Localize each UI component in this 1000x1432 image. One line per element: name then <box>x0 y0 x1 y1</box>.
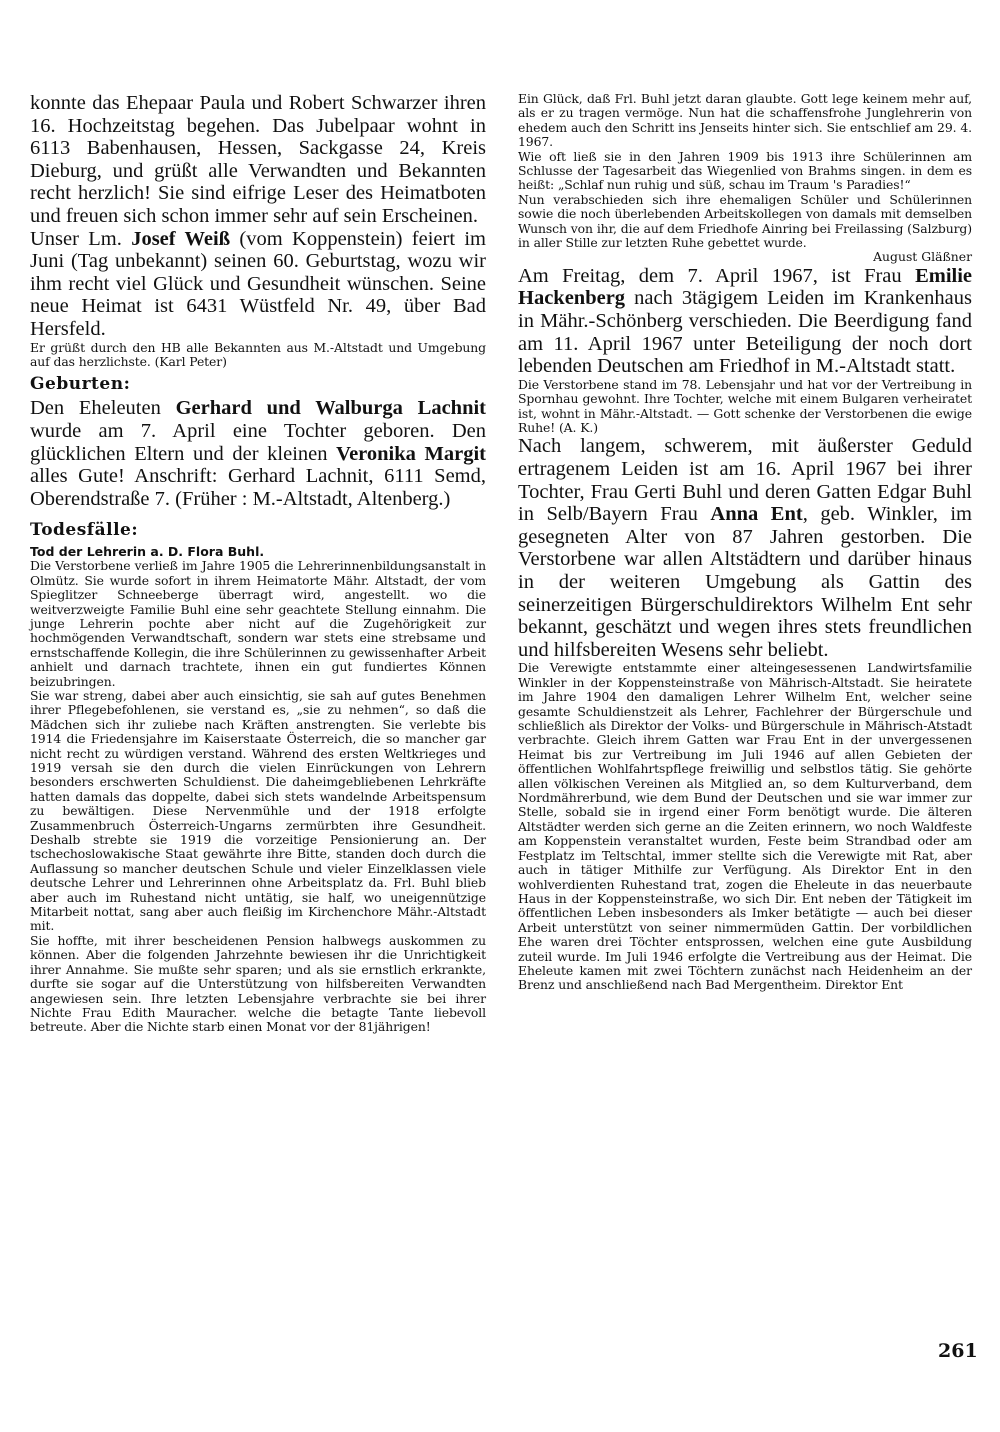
paragraph-buhl-3: Sie hoffte, mit ihrer bescheidenen Pension halbwegs auskommen zu können. Aber die folgenden Jahrzehnte bewiesen ihr die Unrichtigkeit ihrer Annahme. Sie mußte sehr sparen; und als sie ernstlich erkrankte, durfte sie sogar auf die Unterstützung von hilfsbereiten Verwandten angewiesen sein. Ihre letzten Lebensjahre verbrachte sie bei ihrer Nichte Frau Edith Mauracher. welche die betagte Tante liebevoll betreute. Aber die Nichte starb einen Monat vor der 81jährigen! <box>30 932 486 1035</box>
paragraph-buhl-4: Ein Glück, daß Frl. Buhl jetzt daran glaubte. Gott lege keinem mehr auf, als er zu tragen vermöge. Nun hat die schaffensfrohe Junglehrerin von ehedem auch den Schritt ins Jenseits hinter sich. Sie entschlief am 29. 4. 1967. <box>518 91 972 150</box>
page-number: 261 <box>938 1340 978 1362</box>
paragraph-ent <box>518 435 972 661</box>
paragraph-buhl-6: Nun verabschieden sich ihre ehemaligen Schüler und Schülerinnen sowie die noch überlebenden Arbeitskollegen von damals mit demselben Wunsch von ihr, die auf dem Friedhofe Ainring bei Freilassing (Salzburg) in aller Stille zur letzten Ruhe gebettet wurde. <box>518 191 972 251</box>
text: Nach langem, schwerem, mit äußerster Geduld ertragenem Leiden ist am 16. April 1967 bei ihrer Tochter, Frau Gerti Buhl und deren Gatten Edgar Buhl in Selb/Bayern Frau <box>518 435 972 526</box>
paragraph-ent-2: Die Verewigte entstammte einer alteingesessenen Landwirtsfamilie Winkler in der Koppensteinstraße von Mährisch-Altstadt. Sie heiratete im Jahre 1904 den damaligen Lehrer Wilhelm Ent, welcher seine gesamte Schuldienstzeit als Lehrer, Fachlehrer der Bürgerschule und schließlich als Direktor der Volks- und Bürgerschule in Mährisch-Atstadt verbrachte. Gleich ihrem Gatten war Frau Ent in der unvergessenen Heimat bis zur Vertreibung im Juli 1946 auf allen Gebieten der öffentlichen Wohlfahrtspflege freiwillig und selbstlos tätig. Sie gehörte allen völkischen Vereinen als Mitglied an, so dem Kulturverband, dem Nordmährerbund, wie dem Bund der Deutschen und sie war immer zur Stelle, sobald sie in irgend einer Form benötigt wurde. Die älteren Altstädter werden sich gerne an die Zeiten erinnern, wo noch Waldfeste am Koppenstein veranstaltet wurden, Feste beim Strandbad oder am Festplatz im Teltschtal, immer stellte sich die Verewigte mit Rat, aber auch in tätiger Mithilfe zur Verfügung. Als Direktor Ent in den wohlverdienten Ruhestand trat, zogen die Eheleute in das neuerbaute Haus in der Koppensteinstraße, wo sich Dir. Ent neben der Tätigkeit im öffentlichen Leben insbesonders als Imker betätigte — auch bei dieser Arbeit unterstützt von seiner nimmermüden Gattin. Der vorbildlichen Ehe waren drei Töchter entsprossen, welchen eine gute Ausbildung zuteil wurde. Im Juli 1946 erfolgte die Vertreibung aus der Heimat. Die Eheleute kamen mit zwei Töchtern zunächst nach Heidenheim an der Brenz und anschließend nach Bad Mergentheim. Direktor Ent <box>518 660 972 993</box>
paragraph-birthday <box>30 228 486 341</box>
paragraph-buhl-5: Wie oft ließ sie in den Jahren 1909 bis 1913 ihre Schülerinnen am Schlusse der Tagesarbeit das Wiegenlied von Brahms singen. in dem es heißt: „Schlaf nun ruhig und süß, schau im Traum 's Paradies!“ <box>518 148 972 193</box>
name-parents: Gerhard und Walburga Lachnit <box>175 397 486 420</box>
text: (vom Koppenstein) feiert im Juni (Tag unbekannt) seinen 60. Geburtstag, wozu wir ihm recht viel Glück und Gesundheit wünschen. Seine neue Heimat ist 6431 Wüstfeld Nr. 49, über Bad Hersfeld. <box>30 227 486 340</box>
paragraph-anniversary: konnte das Ehepaar Paula und Robert Schwarzer ihren 16. Hochzeitstag begehen. Das Jubelpaar wohnt in 6113 Babenhausen, Hessen, Sackgasse 24, Kreis Dieburg, und grüßt alle Verwandten und Bekannten recht herzlich! Sie sind eifrige Leser des Heimatboten und freuen sich schon immer sehr auf sein Erscheinen. <box>30 92 486 227</box>
text: Unser Lm. <box>30 227 132 250</box>
paragraph-greeting: Er grüßt durch den HB alle Bekannten aus M.-Altstadt und Umgebung auf das herzlichste. (Karl Peter) <box>30 339 486 369</box>
paragraph-buhl-1: Die Verstorbene verließ im Jahre 1905 die Lehrerinnenbildungsanstalt in Olmütz. Sie wurde sofort in ihrem Heimatorte Mähr. Altstadt, der vom Spieglitzer Schneeberge überragt wird, angestellt. wo die weitverzweigte Familie Buhl eine sehr geachtete Stellung einnahm. Die junge Lehrerin pochte aber nicht auf die Zugehörigkeit zur hochmögenden Verwandtschaft, sondern war stets eine strebsame und ernstschaffende Kollegin, die ihre Schülerinnen zu gewissenhafter Arbeit anhielt und darnach trachtete, ihnen ein gut fundiertes Können beizubringen. <box>30 558 486 689</box>
name-josef-weiss: Josef Weiß <box>131 227 231 250</box>
right-column <box>518 92 972 993</box>
text: Den Eheleuten <box>30 397 176 420</box>
subheading-obituary-buhl: Tod der Lehrerin a. D. Flora Buhl. <box>30 544 265 560</box>
left-column <box>30 92 486 1035</box>
text: alles Gute! Anschrift: Gerhard Lachnit, 6111 Semd, Oberendstraße 7. (Früher : M.-Altstadt, Altenberg.) <box>30 465 486 510</box>
text: wurde am 7. April eine Tochter geboren. Den glücklichen Eltern und der kleinen <box>30 419 486 465</box>
paragraph-buhl-2: Sie war streng, dabei aber auch einsichtig, sie sah auf gutes Benehmen ihrer Pflegebefohlenen, sie verstand es, „sie zu nehmen“, so daß die Mädchen sich ihr zuliebe nach Kräften anstrengten. Sie verlebte bis 1914 die Friedensjahre im Kaiserstaate Österreich, die so mancher gar nicht recht zu würdigen verstand. Während des ersten Weltkrieges und 1919 versah sie den durch die vielen Einrückungen von Lehrern besonders erschwerten Schuldienst. Die daheimgebliebenen Lehrkräfte hatten damals das doppelte, dabei sich stets wandelnde Arbeitspensum zu bewältigen. Diese Nervenmühle und der 1918 erfolgte Zusammenbruch Österreich-Ungarns zermürbten ihre Gesundheit. Deshalb strebte sie 1919 die vorzeitige Pensionierung an. Der tschechoslowakische Staat gewährte ihre Bitte, standen doch durch die Auflassung so mancher deutschen Schule und vieler Einzelklassen viele deutsche Lehrer und Lehrerinnen ohne Arbeitsplatz da. Frl. Buhl blieb aber auch im Ruhestand nicht untätig, sie half, wo uneigennützige Mitarbeit nottat, sang aber auch fleißig im Kirchenchore Mähr.-Altstadt mit. <box>30 687 486 934</box>
name-anna-ent: Anna Ent <box>710 503 803 526</box>
text: , geb. Winkler, im gesegneten Alter von 87 Jahren gestorben. Die Verstorbene war allen Altstädtern und darüber hinaus in der weiteren Umgebung als Gattin des seinerzeitigen Bürgerschuldirektors Wilhelm Ent sehr bekannt, geschätzt und wegen ihres stets freundlichen und hilfsbereiten Wesens sehr beliebt. <box>518 503 972 661</box>
heading-births: Geburten: <box>30 374 131 395</box>
name-child: Veronika Margit <box>336 442 486 465</box>
signature-glassner: August Gläßner <box>873 249 972 265</box>
paragraph-birth <box>30 397 486 510</box>
paragraph-hackenberg <box>518 265 972 378</box>
heading-deaths: Todesfälle: <box>30 520 139 541</box>
text: Am Freitag, dem 7. April 1967, ist Frau <box>518 264 916 287</box>
paragraph-hackenberg-2: Die Verstorbene stand im 78. Lebensjahr und hat vor der Vertreibung in Spornhau gewohnt. Ihre Tochter, welche mit einem Bulgaren verheiratet ist, wohnt in Mähr.-Altstadt. — Gott schenke der Verstorbenen die ewige Ruhe! (A. K.) <box>518 376 972 436</box>
text: nach 3tägigem Leiden im Krankenhaus in Mähr.-Schönberg verschieden. Die Beerdigung fand am 11. April 1967 unter Beteiligung der noch dort lebenden Deutschen am Friedhof in M.-Altstadt statt. <box>518 287 972 378</box>
name-emilie-hackenberg: Emilie Hackenberg <box>518 264 972 310</box>
